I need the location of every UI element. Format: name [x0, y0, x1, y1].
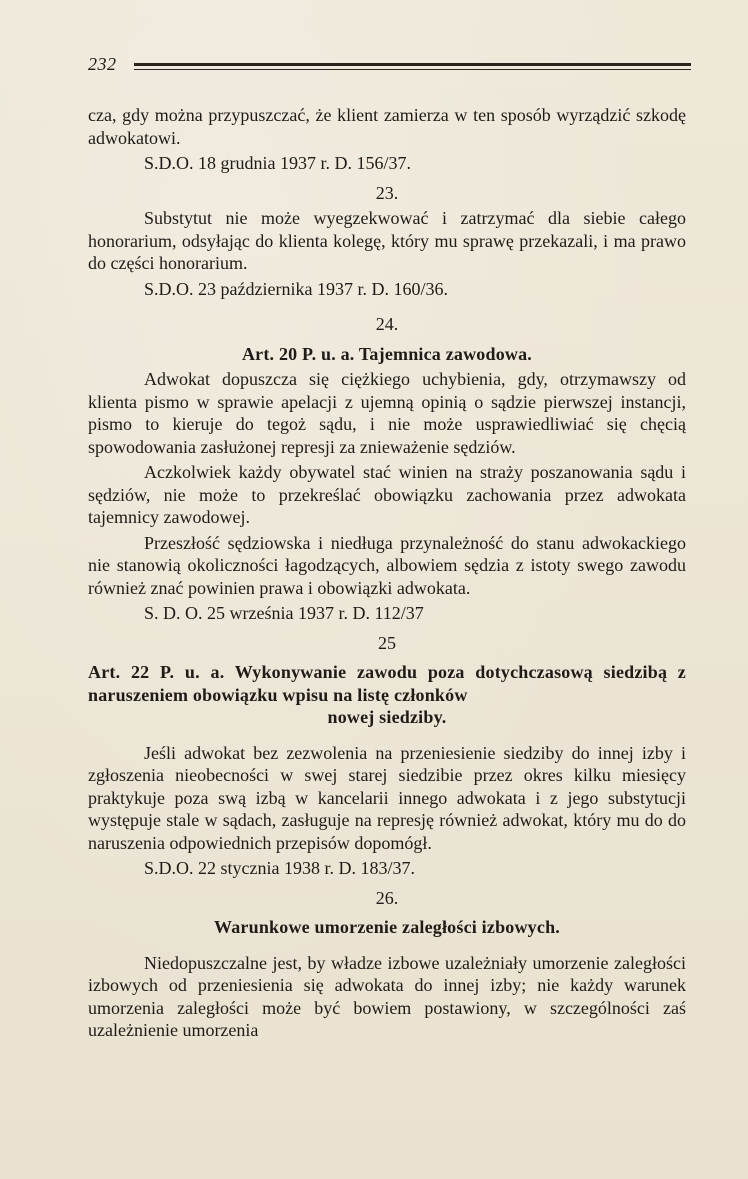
- ruling-citation: S. D. O. 25 września 1937 r. D. 112/37: [144, 603, 424, 623]
- header-rule-thin: [134, 69, 691, 70]
- ruling-citation: S.D.O. 22 stycznia 1938 r. D. 183/37.: [144, 858, 415, 878]
- page-header: [88, 54, 691, 78]
- header-rule: [134, 63, 691, 70]
- ruling-citation: S.D.O. 18 grudnia 1937 r. D. 156/37.: [144, 153, 411, 173]
- header-rule-thick: [134, 63, 691, 66]
- ruling-citation: S.D.O. 23 października 1937 r. D. 160/36.: [144, 278, 448, 299]
- article-heading: Art. 22 P. u. a. Wykonywanie zawodu poza dotychczasową siedzibą z naruszeniem obowiązku wpisu na listę członków: [88, 662, 686, 705]
- paragraph: Substytut nie może wyegzekwować i zatrzymać dla siebie całego honorarium, odsyłając do klienta kolegę, który mu sprawę przekazali, i ma prawo do części honorarium.: [88, 208, 686, 273]
- entry-number: 24.: [375, 314, 399, 334]
- page-number: 232: [88, 54, 117, 74]
- paragraph: Aczkolwiek każdy obywatel stać winien na straży poszanowania sądu i sędziów, nie może to przekreślać obowiązku zachowania przez adwokata tajemnicy zawodowej.: [88, 462, 686, 527]
- article-heading-continuation: nowej siedziby.: [327, 707, 447, 727]
- paragraph: Adwokat dopuszcza się ciężkiego uchybienia, gdy, otrzymawszy od klienta pismo w sprawie apelacji z ujemną opinią o sądzie pierwszej instancji, pismo to kieruje do tegoż sądu, i nie może usprawiedliwiać się chęcią spowodowania zasłużonej represji za znieważenie sędziów.: [88, 369, 686, 457]
- paragraph: Niedopuszczalne jest, by władze izbowe uzależniały umorzenie zaległości izbowych od przeniesienia się adwokata do innej izby; nie każdy warunek umorzenia zaległości może być bowiem postawiony, w szczególności zaś uzależnienie umorzenia: [88, 952, 686, 1040]
- page-body: [88, 104, 686, 1042]
- article-heading: Art. 20 P. u. a. Tajemnica zawodowa.: [241, 343, 533, 364]
- entry-number: 25: [378, 632, 396, 653]
- entry-number: 26.: [375, 887, 399, 908]
- entry-number: 23.: [375, 182, 399, 203]
- paragraph: Przeszłość sędziowska i niedługa przynależność do stanu adwokackiego nie stanowią okoliczności łagodzących, albowiem sędzia z istoty swego zawodu również znać powinien prawa i obowiązki adwokata.: [88, 532, 686, 598]
- paragraph-continuation: cza, gdy można przypuszczać, że klient zamierza w ten sposób wyrządzić szkodę adwokatowi.: [88, 105, 686, 148]
- article-heading: Warunkowe umorzenie zaległości izbowych.: [214, 917, 560, 937]
- paragraph: Jeśli adwokat bez zezwolenia na przeniesienie siedziby do innej izby i zgłoszenia nieobecności w swej starej siedzibie przez okres kilku miesięcy praktykuje poza swą izbą w kancelarii innego adwokata i z jego substytucji występuje stale w sądach, zasługuje na represję również adwokat, który mu do do naruszenia odpowiednich przepisów dopomógł.: [88, 742, 686, 853]
